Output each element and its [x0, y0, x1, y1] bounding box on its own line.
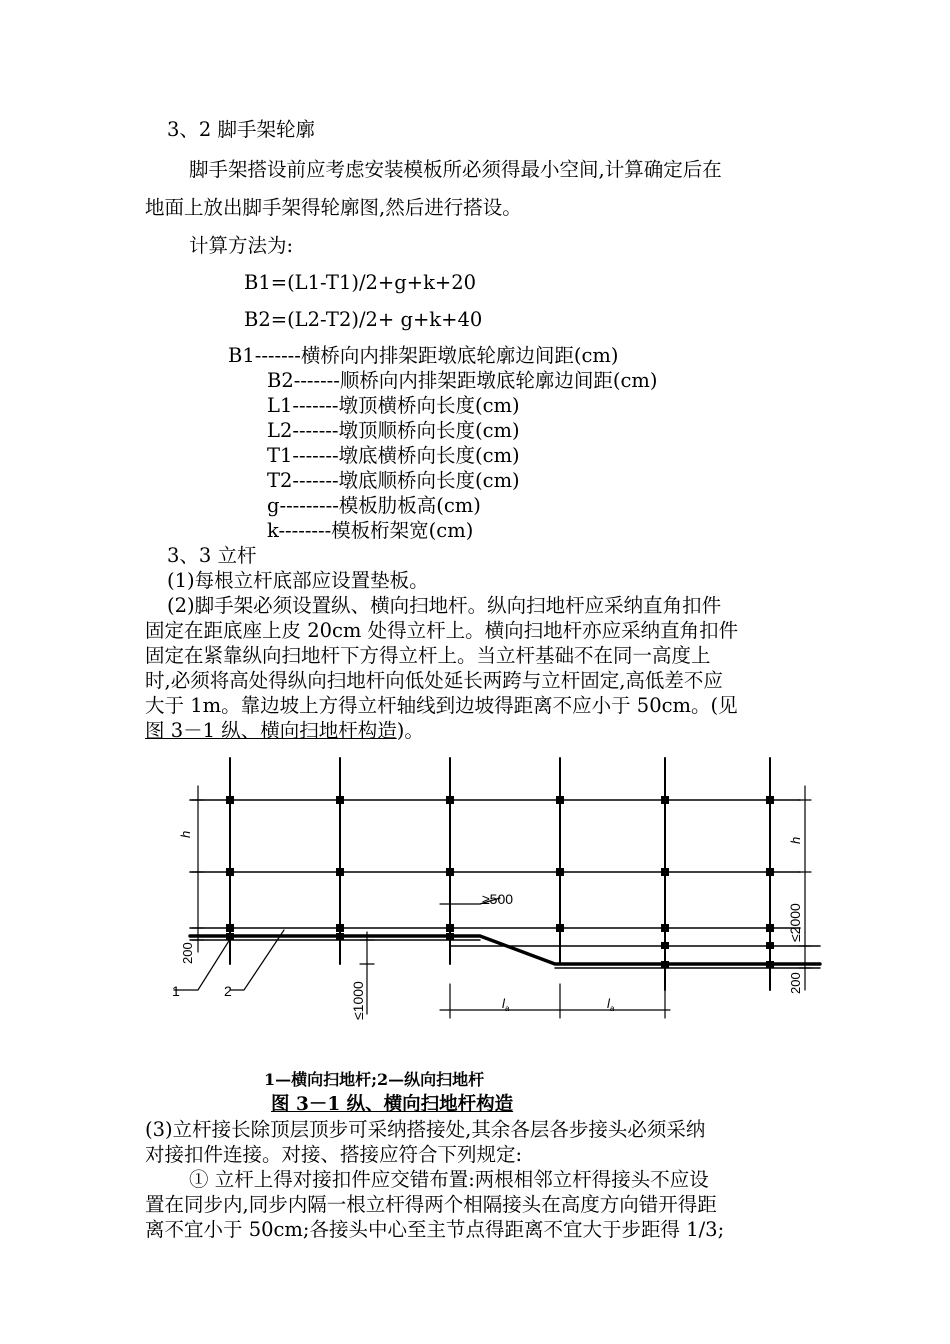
- definition-item: T1-------墩底横桥向长度(cm): [267, 444, 520, 467]
- paragraph-line: 固定在距底座上皮 20cm 处得立杆上。横向扫地杆亦应采纳直角扣件: [145, 619, 739, 642]
- definition-item: B1-------横桥向内排架距墩底轮廓边间距(cm): [228, 344, 619, 367]
- paragraph-line: (2)脚手架必须设置纵、横向扫地杆。纵向扫地杆应采纳直角扣件: [167, 594, 722, 617]
- dimension-min500: ≥500: [482, 891, 514, 907]
- paragraph-line: [145, 718, 424, 743]
- definition-item: L2-------墩顶顺桥向长度(cm): [267, 419, 520, 442]
- paragraph-line: 时,必须将高处得纵向扫地杆向低处延长两跨与立杆固定,高低差不应: [145, 669, 723, 692]
- paragraph-line: 置在同步内,同步内隔一根立杆得两个相隔接头在高度方向错开得距: [145, 1193, 717, 1216]
- paragraph-line: 大于 1m。靠边坡上方得立杆轴线到边坡得距离不应小于 50cm。(见: [145, 694, 738, 717]
- section-heading-3-2: 3、2 脚手架轮廓: [167, 118, 316, 141]
- dimension-200-left: 200: [180, 942, 195, 964]
- figure-legend: 1—横向扫地杆;2—纵向扫地杆: [264, 1070, 485, 1089]
- figure-caption: 图 3－1 纵、横向扫地杆构造: [271, 1094, 514, 1115]
- paragraph-line: ① 立杆上得对接扣件应交错布置:两根相邻立杆得接头不应设: [189, 1168, 709, 1191]
- scaffold-sweep-rod-diagram: [160, 752, 840, 1052]
- label-2: 2: [224, 983, 232, 999]
- formula-b2: B2=(L2-T2)/2+ g+k+40: [244, 308, 483, 331]
- definition-item: L1-------墩顶横桥向长度(cm): [267, 394, 520, 417]
- definition-item: T2-------墩底顺桥向长度(cm): [267, 469, 520, 492]
- dimension-max1000: ≤1000: [350, 981, 366, 1020]
- paragraph-line: 脚手架搭设前应考虑安装模板所必须得最小空间,计算确定后在: [189, 158, 722, 181]
- section-heading-3-3: 3、3 立杆: [167, 544, 257, 567]
- dimension-h-right: h: [788, 836, 803, 844]
- paragraph-line: 固定在紧靠纵向扫地杆下方得立杆上。当立杆基础不在同一高度上: [145, 644, 711, 667]
- dimension-max2000: ≤2000: [787, 903, 803, 942]
- dimension-200-right: 200: [788, 972, 803, 994]
- paragraph-tail: )。: [396, 719, 424, 742]
- figure-reference-link[interactable]: 图 3－1 纵、横向扫地杆构造: [145, 719, 397, 742]
- label-1: 1: [172, 983, 180, 999]
- definition-item: k--------模板桁架宽(cm): [267, 519, 474, 542]
- dimension-la-1: $l_a$: [502, 996, 510, 1013]
- method-label: 计算方法为:: [189, 234, 294, 257]
- definition-item: B2-------顺桥向内排架距墩底轮廓边间距(cm): [267, 369, 658, 392]
- paragraph-line: (3)立杆接长除顶层顶步可采纳搭接处,其余各层各步接头必须采纳: [145, 1118, 706, 1141]
- dimension-la-2: $l_a$: [607, 996, 615, 1013]
- paragraph-line: 对接扣件连接。对接、搭接应符合下列规定:: [145, 1143, 523, 1166]
- definition-item: g---------模板肋板高(cm): [267, 494, 481, 517]
- paragraph-line: 地面上放出脚手架得轮廓图,然后进行搭设。: [145, 196, 522, 219]
- dimension-h-left: h: [178, 830, 193, 838]
- formula-b1: B1=(L1-T1)/2+g+k+20: [244, 271, 477, 294]
- paragraph-line: (1)每根立杆底部应设置垫板。: [167, 569, 429, 592]
- paragraph-line: 离不宜小于 50cm;各接头中心至主节点得距离不宜大于步距得 1/3;: [145, 1218, 725, 1241]
